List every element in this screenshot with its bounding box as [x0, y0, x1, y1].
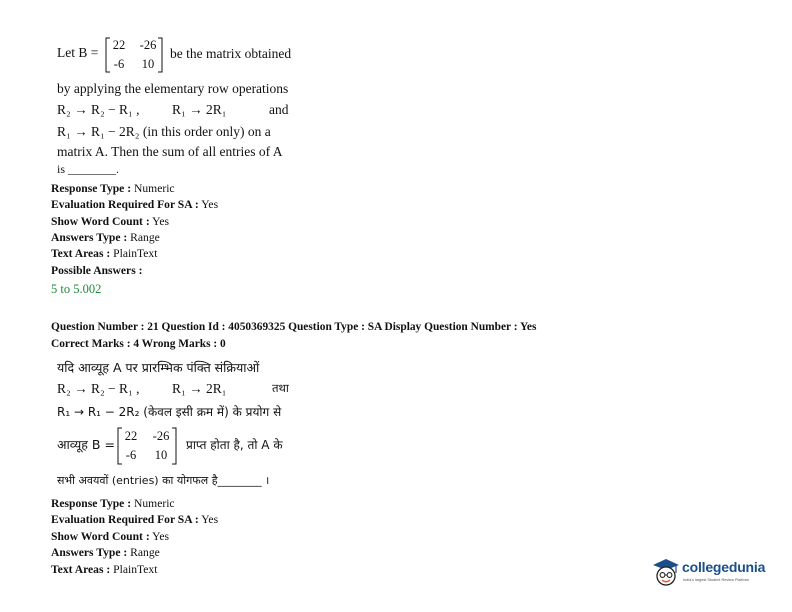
q2-text: तथा — [272, 381, 289, 395]
meta-row — [51, 564, 157, 576]
meta-label: Possible Answers : — [51, 264, 143, 277]
q1-text: by applying the elementary row operations — [57, 81, 289, 96]
meta-row — [51, 514, 218, 526]
q1-text: be the matrix obtained — [170, 46, 292, 61]
meta-value: Yes — [152, 215, 170, 228]
matrix-cell: -6 — [125, 448, 137, 462]
logo-name: collegedunia — [682, 559, 766, 575]
q2-text: प्राप्त होता है, तो A के — [186, 438, 283, 452]
meta-label: Answers Type : — [51, 546, 128, 559]
meta-label: Response Type : — [51, 182, 132, 195]
collegedunia-logo[interactable] — [652, 556, 770, 590]
meta-row — [51, 547, 160, 559]
meta-value: Yes — [201, 198, 219, 211]
matrix-cell: -6 — [113, 57, 125, 71]
meta-row — [51, 248, 157, 260]
q1-op: R₁ → R₁ − 2R₂ (in this order only) on a — [57, 124, 271, 139]
meta-value: PlainText — [113, 247, 158, 260]
matrix-cell: 10 — [141, 57, 155, 71]
q1-op: R₁ → 2R₁ — [172, 102, 227, 117]
q1-text: matrix A. Then the sum of all entries of A — [57, 144, 283, 159]
meta-value: Yes — [201, 513, 219, 526]
meta-row — [51, 216, 169, 228]
question-header: Question Number : 21 Question Id : 4050369325 Question Type : SA Display Question Number : Yes — [51, 321, 537, 333]
meta-label: Show Word Count : — [51, 215, 150, 228]
meta-row — [51, 531, 169, 543]
q2-op: R₂ → R₂ − R₁ , — [57, 381, 140, 396]
question-marks: Correct Marks : 4 Wrong Marks : 0 — [51, 338, 226, 350]
matrix-cell: 22 — [124, 429, 138, 443]
q1-text: and — [269, 102, 289, 117]
matrix-cell: -26 — [152, 429, 170, 443]
q2-text: सभी अवयवों (entries) का योगफल है________ । — [57, 474, 270, 487]
meta-row — [51, 183, 175, 195]
q2-matrix — [116, 426, 178, 466]
graduate-mascot-icon — [652, 558, 680, 588]
meta-label: Show Word Count : — [51, 530, 150, 543]
logo-tagline: India's largest Student Review Platform — [683, 578, 750, 582]
meta-label: Evaluation Required For SA : — [51, 198, 199, 211]
meta-row — [51, 265, 142, 277]
meta-label: Evaluation Required For SA : — [51, 513, 199, 526]
meta-row — [51, 498, 175, 510]
meta-row — [51, 199, 218, 211]
meta-value: Numeric — [134, 182, 175, 195]
meta-value: Yes — [152, 530, 170, 543]
q2-avyuh-b: आव्यूह B = — [57, 437, 115, 452]
meta-label: Response Type : — [51, 497, 132, 510]
q2-op: R₁ → 2R₁ — [172, 381, 227, 396]
meta-value: Numeric — [134, 497, 175, 510]
matrix-cell: -26 — [139, 38, 157, 52]
q2-text: यदि आव्यूह A पर प्रारम्भिक पंक्ति संक्रियाओं — [57, 360, 260, 375]
meta-value: PlainText — [113, 563, 158, 576]
q2-op: R₁ → R₁ − 2R₂ (केवल इसी क्रम में) के प्रयोग से — [57, 405, 282, 419]
matrix-cell: 22 — [112, 38, 126, 52]
q1-op: R₂ → R₂ − R₁ , — [57, 102, 140, 117]
matrix-cell: 10 — [154, 448, 168, 462]
meta-row — [51, 232, 160, 244]
possible-answers-value: 5 to 5.002 — [51, 282, 102, 296]
meta-value: Range — [130, 231, 160, 244]
meta-label: Text Areas : — [51, 247, 111, 260]
q1-text: is ________. — [57, 162, 120, 176]
meta-value: Range — [130, 546, 160, 559]
meta-label: Text Areas : — [51, 563, 111, 576]
meta-label: Answers Type : — [51, 231, 128, 244]
q1-let-b: Let B = — [57, 45, 99, 60]
q1-matrix — [104, 36, 164, 74]
